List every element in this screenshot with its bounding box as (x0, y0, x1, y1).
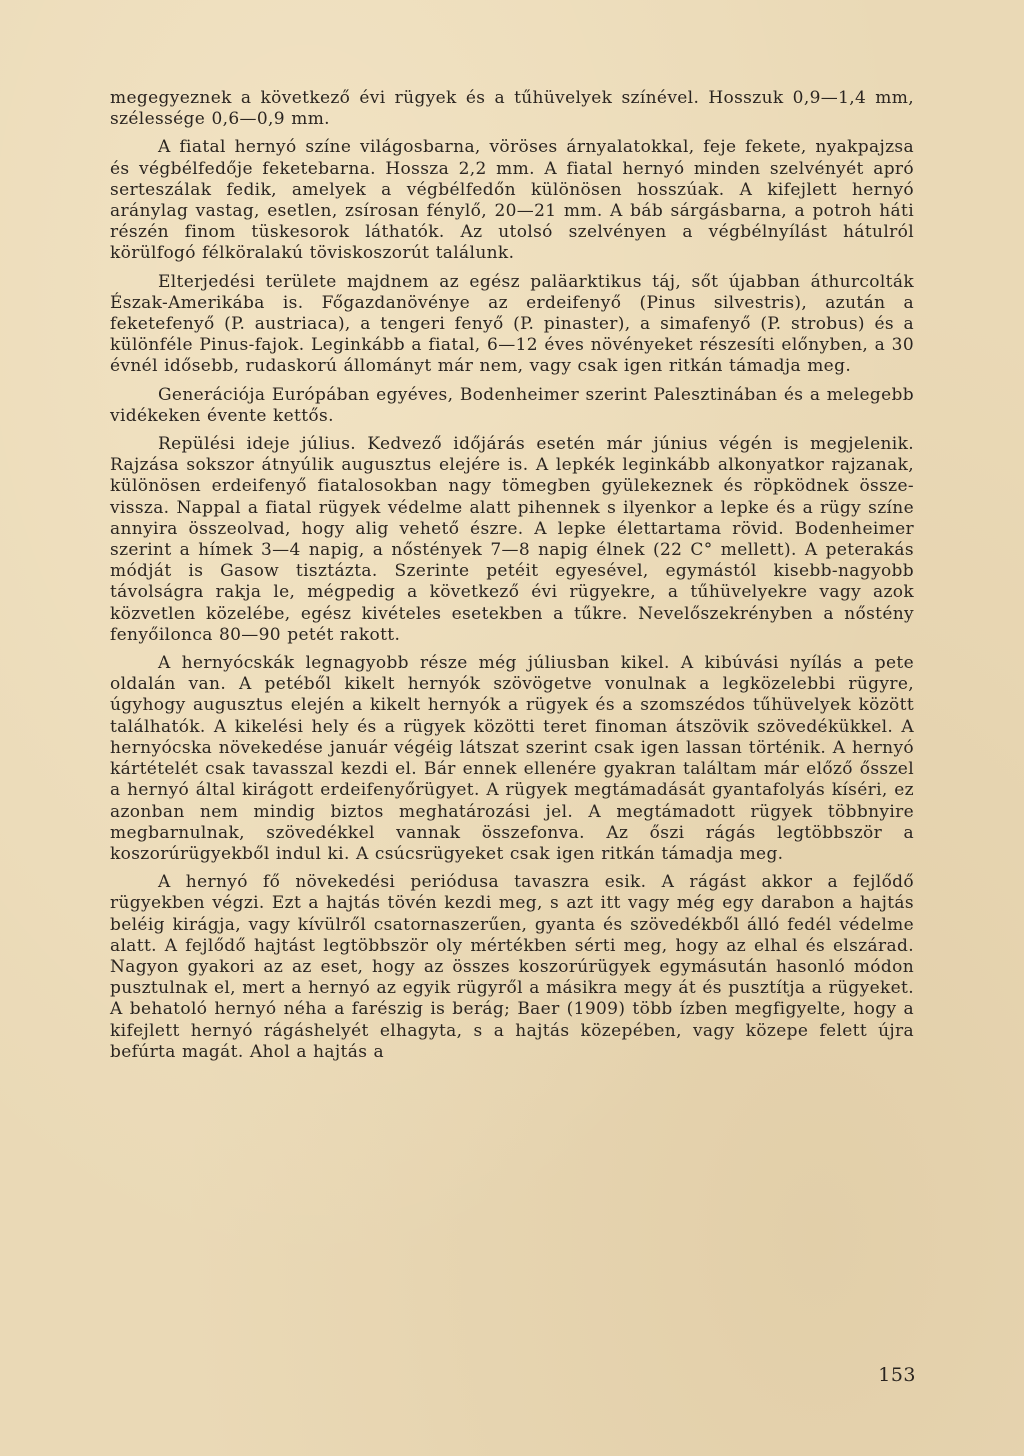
paragraph: megegyeznek a következő évi rügyek és a tűhüvelyek színével. Hosszuk 0,9—1,4 mm, szélessége 0,6—0,9 mm. (110, 88, 914, 130)
paragraph: A fiatal hernyó színe világosbarna, vöröses árnyalatokkal, feje fekete, nyakpajzsa és végbélfedője feketebarna. Hossza 2,2 mm. A fiatal hernyó minden szelvényét apró serteszálak fedik, amelyek a végbélfedőn különösen hosszúak. A kifejlett hernyó aránylag vastag, esetlen, zsírosan fénylő, 20—21 mm. A báb sárgásbarna, a potroh háti részén finom tüskesorok láthatók. Az utolsó szelvényen a végbélnyílást hátulról körülfogó félköralakú töviskoszorút találunk. (110, 137, 914, 264)
paragraph: A hernyócskák legnagyobb része még júliusban kikel. A kibúvási nyílás a pete oldalán van. A petéből kikelt hernyók szövögetve vonulnak a legközelebbi rügyre, úgyhogy augusztus elején a kikelt hernyók a rügyek és a szomszédos tűhüvelyek között találhatók. A kikelési hely és a rügyek közötti teret finoman átszövik szövedékükkel. A hernyócska növekedése január végéig látszat szerint csak igen lassan történik. A hernyó kártételét csak tavasszal kezdi el. Bár ennek ellenére gyakran találtam már előző ősszel a hernyó által kirágott erdeifenyőrügyet. A rügyek megtámadását gyantafolyás kíséri, ez azonban nem mindig biztos meghatározási jel. A megtámadott rügyek többnyire megbarnulnak, szövedékkel vannak összefonva. Az őszi rágás legtöbbször a koszorúrügyekből indul ki. A csúcsrügyeket csak igen ritkán támadja meg. (110, 653, 914, 864)
paragraph: Generációja Európában egyéves, Bodenheimer szerint Palesztinában és a melegebb vidékeken évente kettős. (110, 384, 914, 426)
paragraph: Repülési ideje július. Kedvező időjárás esetén már június végén is megjelenik. Rajzása sokszor átnyúlik augusztus elejére is. A lepkék leginkább alkonyatkor rajzanak, különösen erdeifenyő fiatalosokban nagy tömegben gyülekeznek és röpködnek össze-vissza. Nappal a fiatal rügyek védelme alatt pihennek s ilyenkor a lepke és a rügy színe annyira összeolvad, hogy alig vehető észre. A lepke élettartama rövid. Bodenheimer szerint a hímek 3—4 napig, a nőstények 7—8 napig élnek (22 C° mellett). A peterakás módját is Gasow tisztázta. Szerinte petéit egyesével, egymástól kisebb-nagyobb távolságra rakja le, mégpedig a következő évi rügyekre, a tűhüvelyekre vagy azok közvetlen közelébe, egész kivételes esetekben a tűkre. Nevelőszekrényben a nőstény fenyőilonca 80—90 petét rakott. (110, 434, 914, 645)
body-text (110, 88, 914, 1070)
paragraph: Elterjedési területe majdnem az egész paläarktikus táj, sőt újabban áthurcolták Észak-Amerikába is. Főgazdanövénye az erdeifenyő (Pinus silvestris), azután a feketefenyő (P. austriaca), a tengeri fenyő (P. pinaster), a simafenyő (P. strobus) és a különféle Pinus-fajok. Leginkább a fiatal, 6—12 éves növényeket részesíti előnyben, a 30 évnél idősebb, rudaskorú állományt már nem, vagy csak igen ritkán támadja meg. (110, 271, 914, 377)
paragraph: A hernyó fő növekedési periódusa tavaszra esik. A rágást akkor a fejlődő rügyekben végzi. Ezt a hajtás tövén kezdi meg, s azt itt vagy még egy darabon a hajtás beléig kirágja, vagy kívülről csatornaszerűen, gyanta és szövedékből álló fedél védelme alatt. A fejlődő hajtást legtöbbször oly mértékben sérti meg, hogy az elhal és elszárad. Nagyon gyakori az az eset, hogy az összes koszorúrügyek egymásután hasonló módon pusztulnak el, mert a hernyó az egyik rügyről a másikra megy át és pusztítja a rügyeket. A behatoló hernyó néha a farészig is berág; Baer (1909) több ízben megfigyelte, hogy a kifejlett hernyó rágáshelyét elhagyta, s a hajtás közepében, vagy közepe felett újra befúrta magát. Ahol a hajtás a (110, 872, 914, 1062)
page-number: 153 (878, 1364, 916, 1386)
